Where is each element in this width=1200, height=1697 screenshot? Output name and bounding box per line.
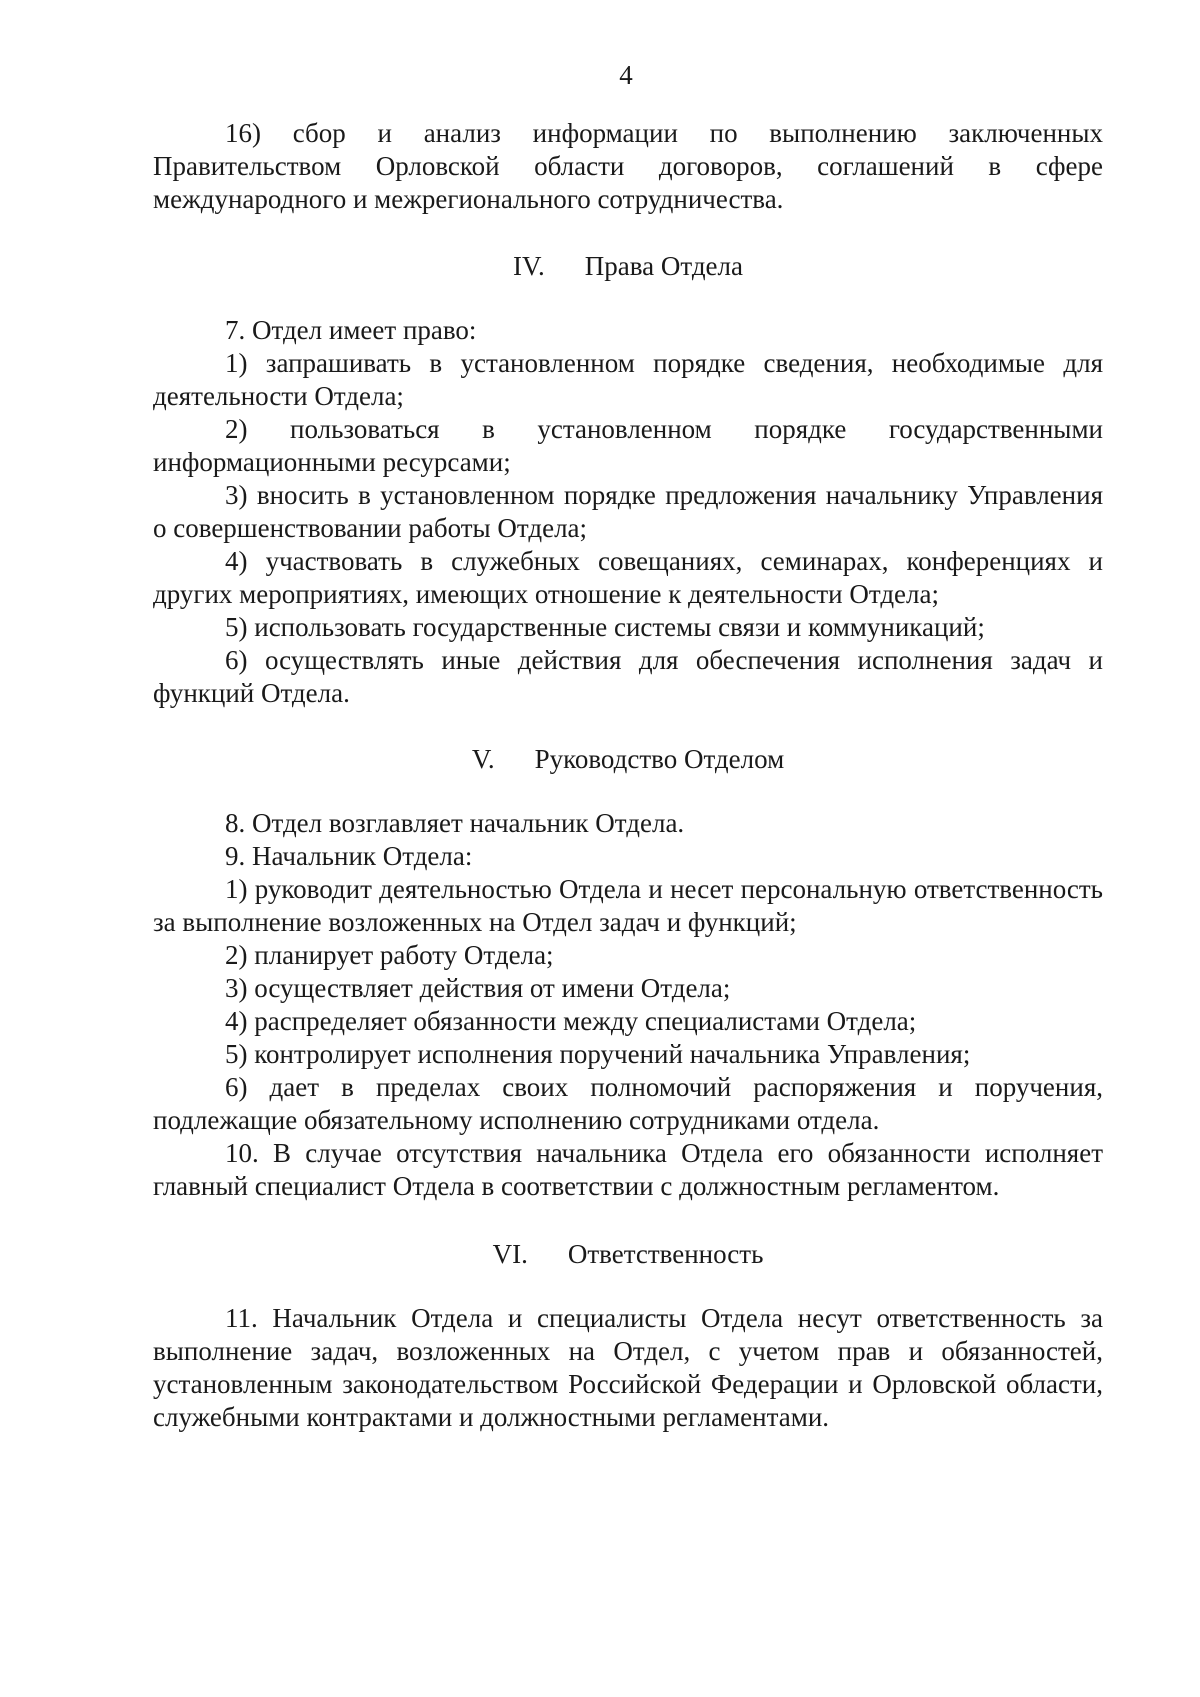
paragraph: 5) контролирует исполнения поручений начальника Управления;	[225, 1039, 971, 1069]
item-16: 16) сбор и анализ информации по выполнению заключенных Правительством Орловской области договоров, соглашений в сфере международного и межрегионального сотрудничества.	[153, 118, 1103, 214]
paragraph: 3) вносить в установленном порядке предложения начальнику Управления о совершенствовании работы Отдела;	[153, 480, 1103, 543]
section4-heading	[153, 250, 1103, 283]
paragraph: 11. Начальник Отдела и специалисты Отдела несут ответственность за выполнение задач, возложенных на Отдел, с учетом прав и обязанностей, установленным законодательством Российской Федерации и Орловской области, служебными контрактами и должностными регламентами.	[153, 1303, 1103, 1432]
paragraph: 2) планирует работу Отдела;	[225, 940, 554, 970]
paragraph: 1) руководит деятельностью Отдела и несет персональную ответственность за выполнение возложенных на Отдел задач и функций;	[153, 874, 1103, 937]
paragraph: 2) пользоваться в установленном порядке государственными информационными ресурсами;	[153, 414, 1103, 477]
paragraph: 3) осуществляет действия от имени Отдела;	[225, 973, 731, 1003]
paragraph: 6) дает в пределах своих полномочий распоряжения и поручения, подлежащие обязательному исполнению сотрудниками отдела.	[153, 1072, 1103, 1135]
section6-heading	[153, 1238, 1103, 1271]
paragraph: 10. В случае отсутствия начальника Отдела его обязанности исполняет главный специалист Отдела в соответствии с должностным регламентом.	[153, 1138, 1103, 1201]
section4-title: Права Отдела	[584, 251, 743, 281]
paragraph: 1) запрашивать в установленном порядке сведения, необходимые для деятельности Отдела;	[153, 348, 1103, 411]
section5-heading	[153, 743, 1103, 776]
paragraph: 7. Отдел имеет право:	[225, 315, 477, 345]
paragraph: 4) участвовать в служебных совещаниях, семинарах, конференциях и других мероприятиях, имеющих отношение к деятельности Отдела;	[153, 546, 1103, 609]
page-number: 4	[619, 60, 633, 90]
paragraph: 6) осуществлять иные действия для обеспечения исполнения задач и функций Отдела.	[153, 645, 1103, 708]
section6-number: VI.	[492, 1239, 528, 1269]
paragraph: 4) распределяет обязанности между специалистами Отдела;	[225, 1006, 917, 1036]
paragraph: 9. Начальник Отдела:	[225, 841, 473, 871]
section6-body	[153, 1302, 1103, 1434]
section4-body	[153, 314, 1103, 710]
section5-number: V.	[471, 744, 495, 774]
section4-number: IV.	[513, 251, 545, 281]
paragraph: 5) использовать государственные системы связи и коммуникаций;	[225, 612, 985, 642]
section6-title: Ответственность	[567, 1239, 764, 1269]
section3-tail	[153, 117, 1103, 216]
section5-body	[153, 807, 1103, 1203]
section5-title: Руководство Отделом	[534, 744, 785, 774]
paragraph: 8. Отдел возглавляет начальник Отдела.	[225, 808, 685, 838]
